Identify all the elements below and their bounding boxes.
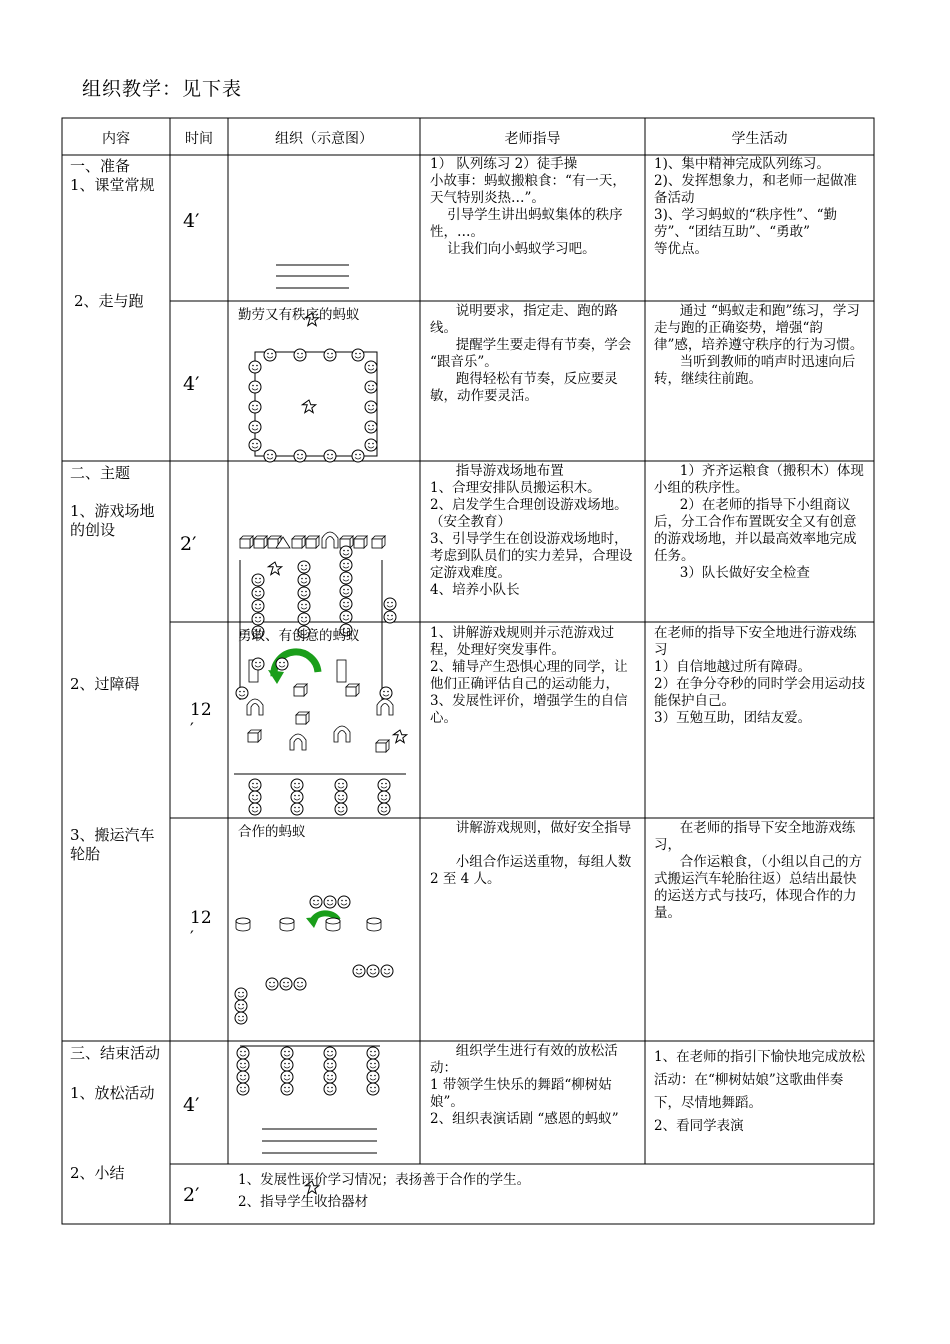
student-row-4: 在老师的指导下安全地进行游戏练习 1）自信地越过所有障碍。 2）在争分夺秒的同时学会用运动技能保护自己。 3）互勉互助，团结友爱。 [654, 625, 866, 726]
section-3-item-1: 1、放松活动 [70, 1084, 155, 1102]
time-row-4: 12 ′ [190, 700, 212, 740]
student-row-3: 1）齐齐运粮食（搬积木）体现小组的秩序性。 2）在老师的指导下小组商议后，分工合作布置既安全又有创意的游戏场地，并以最高效率地完成任务。 3）队长做好安全检查 [654, 463, 864, 581]
time-row-1: 4′ [183, 210, 200, 232]
section-2-item-1: 1、游戏场地的创设 [70, 502, 155, 539]
header-content: 内容 [102, 131, 130, 147]
section-1-item-2: 2、走与跑 [74, 292, 144, 310]
teacher-row-2: 说明要求，指定走、跑的路线。 提醒学生要走得有节奏，学会 “跟音乐”。 跑得轻松有节奏，反应要灵敏，动作要灵活。 [430, 303, 632, 404]
section-2-item-2: 2、过障碍 [70, 675, 140, 693]
time-row-2: 4′ [183, 373, 200, 395]
header-student: 学生活动 [731, 131, 788, 147]
teacher-row-4: 1、讲解游戏规则并示范游戏过程，处理好突发事件。 2、辅导产生恐惧心理的同学，让他们正确评估自己的运动能力， 3、发展性评价，增强学生的自信心。 [430, 625, 628, 726]
summary-line-1: 1、发展性评价学习情况；表扬善于合作的学生。 [238, 1172, 531, 1188]
time-row-5: 12 ′ [190, 908, 212, 948]
time-row-3: 2′ [180, 533, 197, 555]
header-teacher: 老师指导 [504, 131, 561, 147]
teacher-row-5: 讲解游戏规则，做好安全指导 小组合作运送重物，每组人数 2 至 4 人。 [430, 820, 632, 887]
student-row-5: 在老师的指导下安全地游戏练习， 合作运粮食，（小组以自己的方式搬运汽车轮胎往返）总结出最快的运送方式与技巧，体现合作的力量。 [654, 820, 862, 921]
student-row-6: 1、在老师的指引下愉快地完成放松活动：在“柳树姑娘”这歌曲伴奏下，尽情地舞蹈。 2、看同学表演 [654, 1049, 866, 1134]
section-1-item-1: 1、课堂常规 [70, 176, 155, 194]
section-2-title: 二、主题 [70, 464, 131, 482]
header-organization: 组织（示意图） [275, 131, 373, 147]
diagram-caption-row-4: 勇敢、有创意的蚂蚁 [238, 628, 360, 644]
diagram-caption-row-5: 合作的蚂蚁 [238, 824, 306, 840]
diagram-caption-row-2: 勤劳又有秩序的蚂蚁 [238, 307, 360, 323]
header-time: 时间 [185, 131, 213, 147]
student-row-1: 1)、集中精神完成队列练习。 2)、发挥想象力，和老师一起做准备活动 3)、学习蚂蚁的“秩序性”、“勤劳”、“团结互助”、“勇敢” 等优点。 [654, 156, 857, 257]
section-3-item-2: 2、小结 [70, 1164, 125, 1182]
teacher-row-6: 组织学生进行有效的放松活动： 1 带领学生快乐的舞蹈“柳树姑娘”。 2、组织表演话剧 “感恩的蚂蚁” [430, 1043, 619, 1127]
teacher-row-3: 指导游戏场地布置 1、合理安排队员搬运积木。 2、启发学生合理创设游戏场地。（安全教育） 3、引导学生在创设游戏场地时，考虑到队员们的实力差异，合理设定游戏难度。 4、培养小队长 [430, 463, 633, 598]
page-heading: 组织教学：见下表 [82, 78, 243, 100]
section-2-item-3: 3、搬运汽车轮胎 [70, 826, 155, 863]
summary-line-2: 2、指导学生收拾器材 [238, 1194, 369, 1210]
teacher-row-1: 1） 队列练习 2）徒手操 小故事：蚂蚁搬粮食：“有一天，天气特别炎热…”。 引导学生讲出蚂蚁集体的秩序性，…。 让我们向小蚂蚁学习吧。 [430, 156, 626, 257]
section-1-title: 一、准备 [70, 157, 131, 175]
student-row-2: 通过 “蚂蚁走和跑”练习，学习走与跑的正确姿势，增强“韵律”感，培养遵守秩序的行为习惯。 当听到教师的哨声时迅速向后转，继续往前跑。 [654, 303, 864, 387]
time-row-6: 4′ [183, 1094, 200, 1116]
time-row-7: 2′ [183, 1184, 200, 1206]
section-3-title: 三、结束活动 [70, 1044, 161, 1062]
